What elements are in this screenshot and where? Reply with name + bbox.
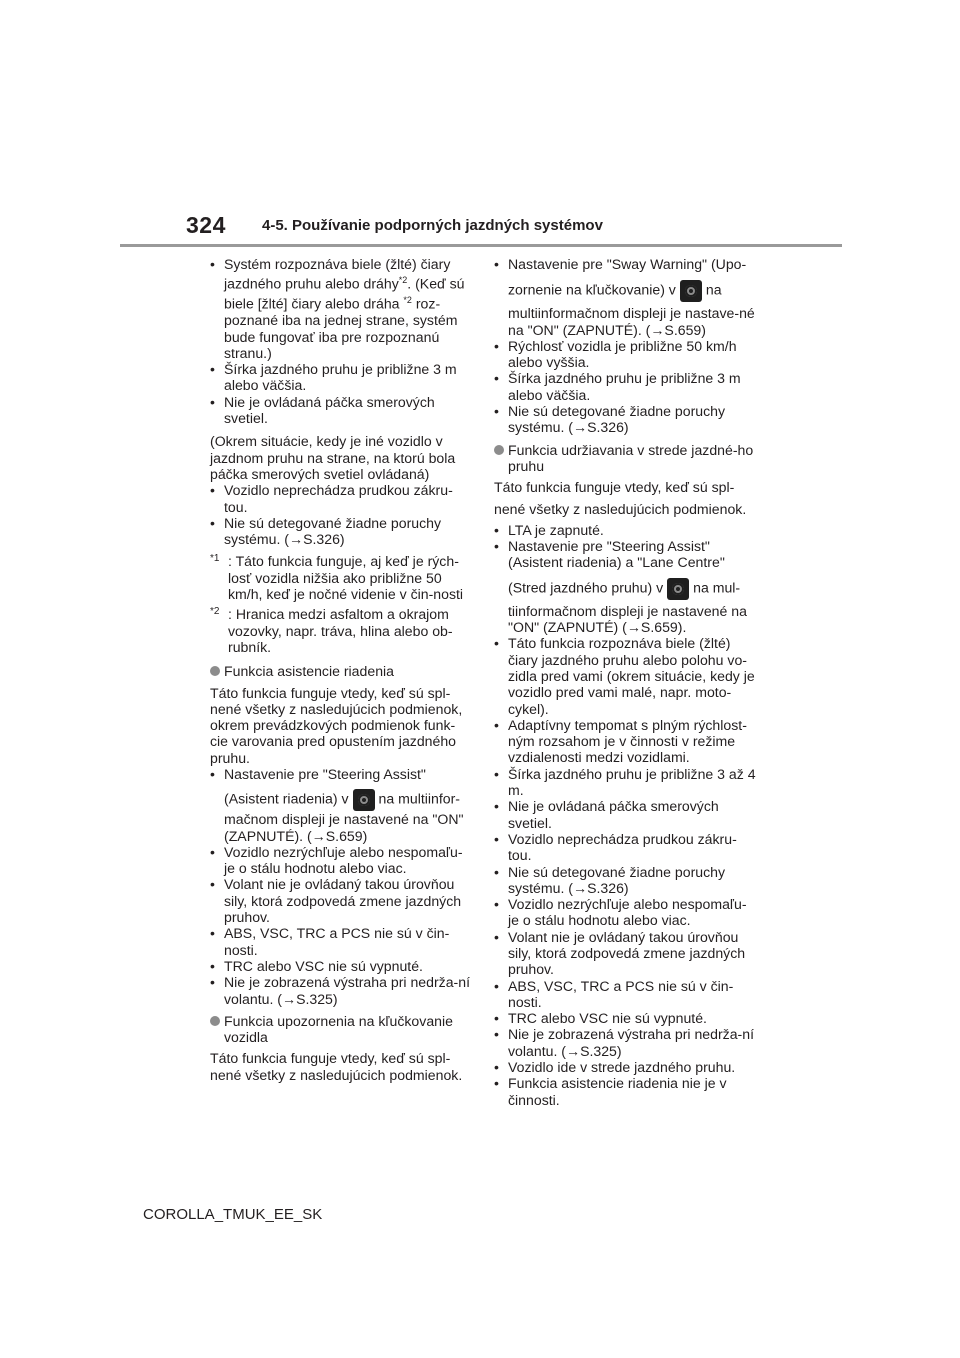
section-heading: Funkcia upozornenia na kľučkovanie vozidla <box>210 1013 472 1046</box>
paren-note: (Okrem situácie, kedy je iné vozidlo v jazdnom pruhu na strane, na ktorú bola páčka smerových svetiel ovládaná) <box>210 433 456 482</box>
list-item: • Vozidlo nezrýchľuje alebo nespomaľu-je o stálu hodnotu alebo viac. <box>210 843 463 877</box>
list-item: • Vozidlo neprechádza prudkou zákru-tou. <box>210 482 453 515</box>
list-item: • Nie je ovládaná páčka smerových svetiel. <box>494 798 719 831</box>
list-item: • Volant nie je ovládaný takou úrovňou sily, ktorá zodpovedá zmene jazdných pruhov. <box>494 928 746 978</box>
gear-icon <box>680 280 702 302</box>
list-item: • ABS, VSC, TRC a PCS nie sú v čin-nosti. <box>494 977 734 1010</box>
list-item: • Volant nie je ovládaný takou úrovňou sily, ktorá zodpovedá zmene jazdných pruhov. <box>210 876 462 926</box>
list-item: • Nie sú detegované žiadne poruchy systému. (→S.326) <box>494 863 726 896</box>
list-item: • Nie je ovládaná páčka smerových svetiel. <box>210 393 435 427</box>
list-item: • Nastavenie pre "Steering Assist" (Asistent riadenia) a "Lane Centre" (Stred jazdného pruhu) v na mul- tiinformačnom displeji je nastavené na "ON" (ZAPNUTÉ) (→S.659). <box>494 538 747 636</box>
heading-bullet-icon <box>494 445 504 455</box>
list-item: • Šírka jazdného pruhu je približne 3 až 4 m. <box>494 765 756 799</box>
list-item: • Šírka jazdného pruhu je približne 3 m alebo väčšia. <box>210 361 457 394</box>
footnote-1: *1 : Táto funkcia funguje, aj keď je rých-losť vozidla nižšia ako približne 50 km/h, keď je nočné videnie v čin-nosti <box>210 553 464 603</box>
gear-icon <box>353 789 375 811</box>
list-item: • TRC alebo VSC nie sú vypnuté. <box>210 957 423 974</box>
list-item: • TRC alebo VSC nie sú vypnuté. <box>494 1010 707 1027</box>
header-rule <box>120 244 842 247</box>
list-item: • Nie je zobrazená výstraha pri nedrža-ní volantu. (→S.325) <box>210 974 470 1007</box>
right-column <box>494 256 756 1108</box>
list-item: • Nastavenie pre "Steering Assist" (Asistent riadenia) v na multiinfor-mačnom displeji je nastavené na "ON" (ZAPNUTÉ). (→S.659) <box>210 765 464 844</box>
list-item: • Vozidlo neprechádza prudkou zákru-tou. <box>494 830 737 864</box>
list-item: • LTA je zapnuté. <box>494 521 604 538</box>
paragraph: Táto funkcia funguje vtedy, keď sú spl-nené všetky z nasledujúcich podmienok. <box>210 1050 463 1083</box>
paragraph: Táto funkcia funguje vtedy, keď sú spl-nené všetky z nasledujúcich podmienok, okrem prevádzkových podmienok funk-cie varovania pred opustením jazdného pruhu. <box>210 684 463 766</box>
list-item: • Nie je zobrazená výstraha pri nedrža-ní volantu. (→S.325) <box>494 1026 754 1059</box>
section-title: 4-5. Používanie podporných jazdných systémov <box>262 217 603 234</box>
gear-icon <box>667 578 689 600</box>
paragraph: Táto funkcia funguje vtedy, keď sú spl- <box>494 479 735 496</box>
footnote-2: *2 : Hranica medzi asfaltom a okrajom vozovky, napr. tráva, hlina alebo ob-rubník. <box>210 606 453 655</box>
paragraph: nené všetky z nasledujúcich podmienok. <box>494 500 747 517</box>
page-header <box>0 0 960 250</box>
section-heading: Funkcia asistencie riadenia <box>210 663 472 679</box>
section-heading: Funkcia udržiavania v strede jazdné-ho pruhu <box>494 442 756 475</box>
list-item: • Adaptívny tempomat s plným rýchlost-ným rozsahom je v činnosti v režime vzdialenosti medzi vozidlami. <box>494 716 747 766</box>
list-item: • Funkcia asistencie riadenia nie je v činnosti. <box>494 1075 727 1108</box>
heading-bullet-icon <box>210 666 220 676</box>
list-item: • Nastavenie pre "Sway Warning" (Upo- zornenie na kľučkovanie) v na multiinformačnom displeji je nastave-né na "ON" (ZAPNUTÉ). (→S.659) <box>494 256 755 338</box>
heading-bullet-icon <box>210 1016 220 1026</box>
document-id: COROLLA_TMUK_EE_SK <box>143 1206 323 1223</box>
list-item: • Nie sú detegované žiadne poruchy systému. (→S.326) <box>210 514 442 548</box>
list-item: • Táto funkcia rozpoznáva biele (žlté) čiary jazdného pruhu alebo polohu vo-zidla pred vami (okrem situácie, kedy je vozidlo pred vami malé, napr. moto-cykel). <box>494 635 755 717</box>
list-item: • ABS, VSC, TRC a PCS nie sú v čin-nosti. <box>210 925 450 958</box>
list-item: • Vozidlo nezrýchľuje alebo nespomaľu-je o stálu hodnotu alebo viac. <box>494 896 747 929</box>
list-item: • Šírka jazdného pruhu je približne 3 m alebo väčšia. <box>494 370 741 403</box>
list-item: • Rýchlosť vozidla je približne 50 km/h alebo vyššia. <box>494 337 737 371</box>
list-item: • Systém rozpoznáva biele (žlté) čiary jazdného pruhu alebo dráhy$^{*2}$. (Keď sú biele [žlté] čiary alebo dráha $^{*2}$ roz-poznané iba na jednej strane, systém bude fungovať iba pre rozpoznanú stranu.) <box>210 256 465 361</box>
page-number: 324 <box>186 212 226 238</box>
list-item: • Vozidlo ide v strede jazdného pruhu. <box>494 1059 736 1076</box>
left-column <box>210 256 472 1083</box>
list-item: • Nie sú detegované žiadne poruchy systému. (→S.326) <box>494 403 726 436</box>
